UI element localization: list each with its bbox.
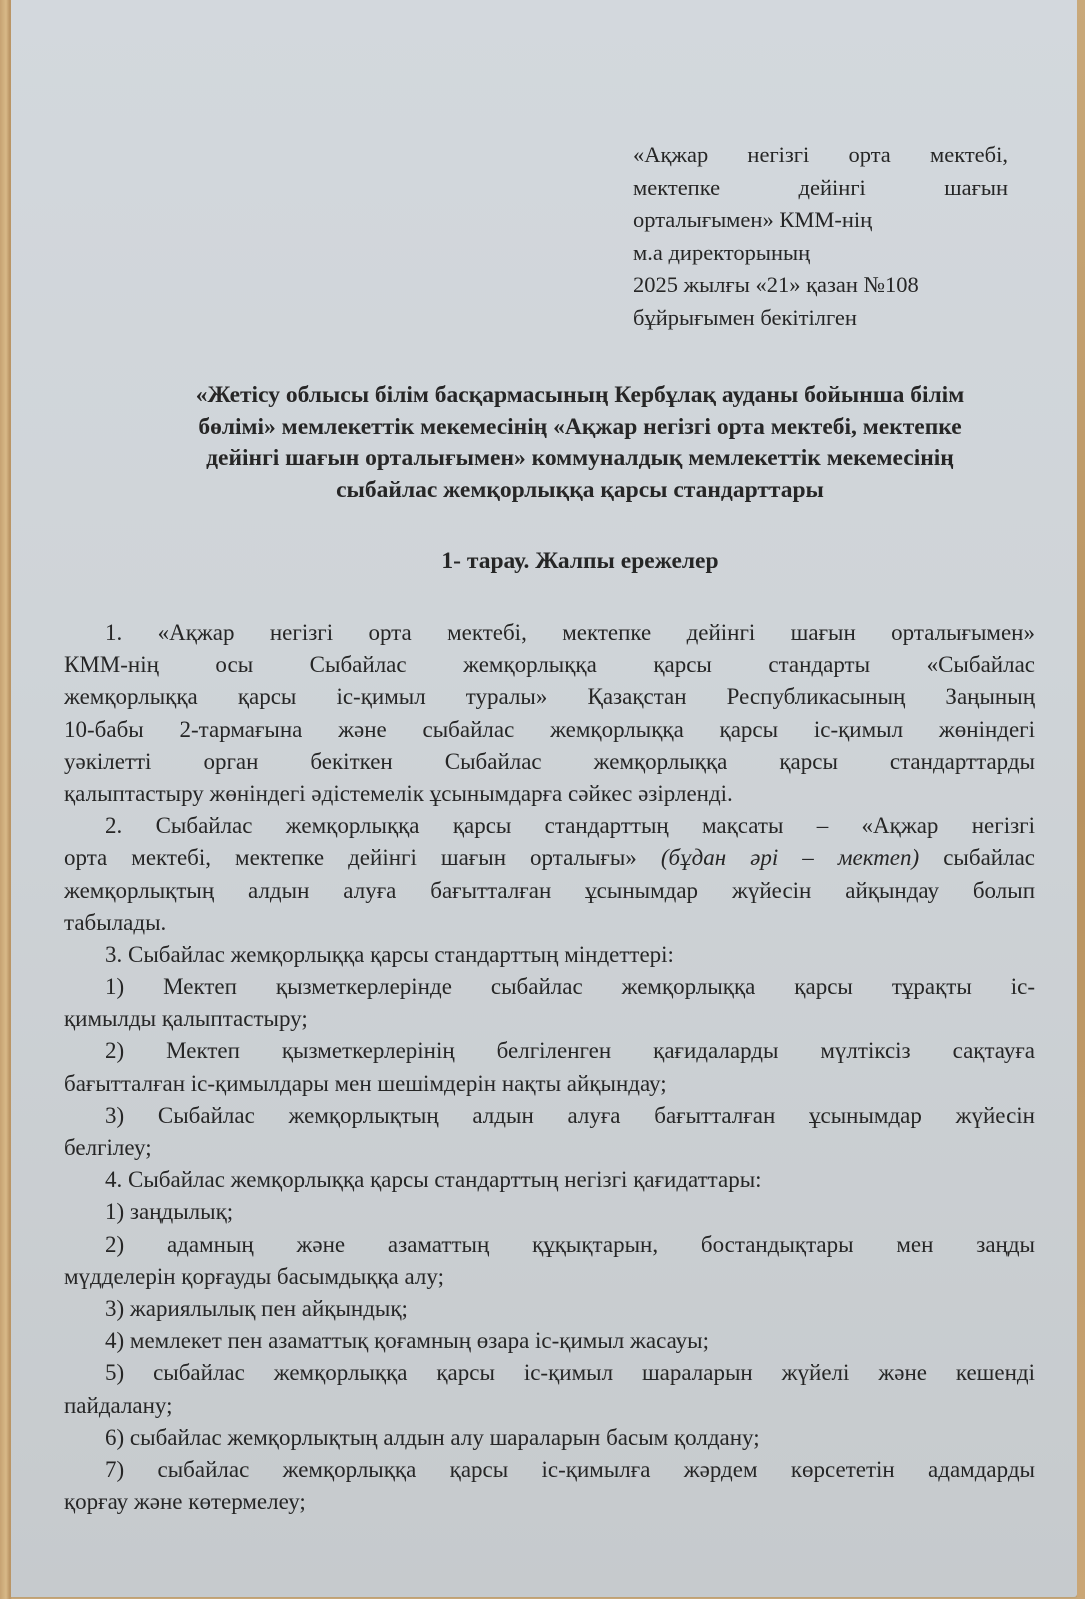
list-item-continuation: қорғау және көтермелеу; bbox=[64, 1489, 306, 1515]
approval-line: 2025 жылғы «21» қазан №108 bbox=[633, 272, 919, 297]
paragraph-2-line: 2. Сыбайлас жемқорлыққа қарсы стандарттың мақсаты – «Ақжар негізгі bbox=[105, 813, 1035, 839]
paragraph-2-text: сыбайлас bbox=[943, 845, 1035, 871]
list-item: 2) адамның және азаматтың құқықтарын, бостандықтары мен заңды bbox=[105, 1231, 1035, 1257]
list-item-continuation: пайдалану; bbox=[64, 1392, 173, 1418]
paragraph-1-line: уәкілетті орган бекіткен Сыбайлас жемқорлыққа қарсы стандарттарды bbox=[64, 748, 1035, 774]
list-item: 6) сыбайлас жемқорлықтың алдын алу шараларын басым қолдану; bbox=[105, 1424, 760, 1450]
title-line: сыбайлас жемқорлыққа қарсы стандарттары bbox=[336, 476, 824, 503]
paragraph-3-heading: 3. Сыбайлас жемқорлыққа қарсы стандарттың міндеттері: bbox=[105, 941, 674, 967]
list-item: 3) жариялылық пен айқындық; bbox=[105, 1295, 408, 1321]
paragraph-2-italic-note: (бұдан әрі – мектеп) bbox=[660, 845, 920, 871]
paragraph-1-line: қалыптастыру жөніндегі әдістемелік ұсынымдарға сәйкес әзірленді. bbox=[64, 780, 733, 806]
approval-block bbox=[633, 139, 1008, 334]
document-body bbox=[64, 617, 1035, 1518]
list-item-continuation: белгілеу; bbox=[64, 1135, 152, 1160]
list-item: 5) сыбайлас жемқорлыққа қарсы іс-қимыл шараларын жүйелі және кешенді bbox=[105, 1360, 1035, 1386]
paragraph-4-heading: 4. Сыбайлас жемқорлыққа қарсы стандарттың негізгі қағидаттары: bbox=[105, 1167, 762, 1193]
list-item: 2) Мектеп қызметкерлерінің белгіленген қағидаларды мүлтіксіз сақтауға bbox=[105, 1038, 1035, 1064]
paragraph-1-line: жемқорлыққа қарсы іс-қимыл туралы» Қазақстан Республикасының Заңының bbox=[64, 684, 1035, 710]
list-item-continuation: қимылды қалыптастыру; bbox=[64, 1006, 308, 1032]
paragraph-1-line: КММ-нің осы Сыбайлас жемқорлыққа қарсы стандарты «Сыбайлас bbox=[64, 652, 1035, 678]
approval-line: орталығымен» КММ-нің bbox=[633, 207, 873, 232]
list-item: 4) мемлекет пен азаматтық қоғамның өзара іс-қимыл жасауы; bbox=[105, 1328, 709, 1354]
approval-line: «Ақжар негізгі орта мектебі, bbox=[633, 142, 1008, 167]
paragraph-2-line: жемқорлықтың алдын алуға бағытталған ұсынымдар жүйесін айқындау болып bbox=[64, 877, 1035, 903]
paragraph-1-line: 1. «Ақжар негізгі орта мектебі, мектепке дейінгі шағын орталығымен» bbox=[105, 620, 1035, 645]
approval-line: мектепке дейінгі шағын bbox=[633, 174, 1008, 200]
document-title bbox=[150, 380, 1010, 506]
list-item-continuation: бағытталған іс-қимылдары мен шешімдерін нақты айқындау; bbox=[64, 1070, 667, 1096]
title-line: «Жетісу облысы білім басқармасының Кербұлақ ауданы бойынша білім bbox=[195, 382, 965, 408]
title-line: бөлімі» мемлекеттік мекемесінің «Ақжар негізгі орта мектебі, мектепке bbox=[198, 413, 962, 440]
list-item: 3) Сыбайлас жемқорлықтың алдын алуға бағытталған ұсынымдар жүйесін bbox=[105, 1102, 1035, 1128]
chapter-heading: 1- тарау. Жалпы ережелер bbox=[441, 548, 719, 574]
approval-line: бұйрығымен бекітілген bbox=[633, 304, 857, 330]
paragraph-2-text: орта мектебі, мектепке дейінгі шағын орталығы» bbox=[64, 845, 637, 871]
paragraph-2-line: табылады. bbox=[64, 909, 167, 935]
desk-edge bbox=[1077, 0, 1085, 1599]
list-item-continuation: мүдделерін қорғауды басымдыққа алу; bbox=[64, 1263, 444, 1289]
list-item: 1) Мектеп қызметкерлерінде сыбайлас жемқорлыққа қарсы тұрақты іс- bbox=[105, 974, 1035, 1000]
list-item: 7) сыбайлас жемқорлыққа қарсы іс-қимылға жәрдем көрсететін адамдарды bbox=[105, 1456, 1035, 1482]
paragraph-1-line: 10-бабы 2-тармағына және сыбайлас жемқорлыққа қарсы іс-қимыл жөніндегі bbox=[64, 716, 1035, 742]
approval-line: м.а директорының bbox=[633, 239, 811, 265]
paragraph-2-line bbox=[64, 842, 1035, 874]
list-item: 1) заңдылық; bbox=[105, 1199, 234, 1225]
title-line: дейінгі шағын орталығымен» коммуналдық мемлекеттік мекемесінің bbox=[206, 445, 954, 471]
